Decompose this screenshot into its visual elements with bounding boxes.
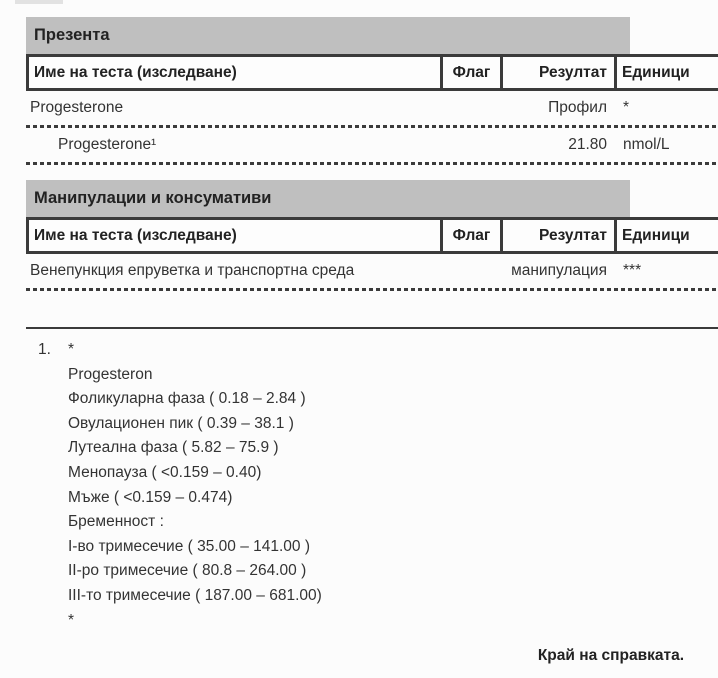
dashed-separator xyxy=(26,288,718,291)
test-result: Профил xyxy=(548,99,607,116)
table-row xyxy=(26,91,718,125)
footnote-line: Мъже ( <0.159 – 0.474) xyxy=(68,488,233,506)
table-row xyxy=(26,128,718,162)
dashed-separator xyxy=(26,162,718,165)
test-name: Progesterone xyxy=(30,99,124,116)
footnote-line: * xyxy=(68,611,75,629)
footnote-line: II-ро тримесечие ( 80.8 – 264.00 ) xyxy=(68,562,307,580)
end-of-report-text: Край на справката. xyxy=(537,647,684,665)
column-header-flag: Флаг xyxy=(443,57,503,88)
test-name: Венепункция епруветка и транспортна среда xyxy=(30,262,355,279)
column-header-test-name: Име на теста (изследване) xyxy=(29,57,443,88)
footnote-line: * xyxy=(68,341,75,358)
screen-edge-artifact xyxy=(15,0,63,4)
footnote-line: Лутеална фаза ( 5.82 – 75.9 ) xyxy=(68,439,279,457)
table-row xyxy=(26,254,718,288)
section-title: Манипулации и консумативи xyxy=(34,189,272,207)
section-header-manipulations xyxy=(26,180,630,217)
footnote-block xyxy=(38,338,718,633)
test-units: *** xyxy=(623,262,642,279)
column-header-units: Единици xyxy=(622,226,690,244)
column-header-units: Единици xyxy=(622,63,690,81)
footnote-number: 1. xyxy=(38,341,51,358)
test-result: 21.80 xyxy=(568,136,607,153)
section-header-presenta xyxy=(26,17,630,54)
footnote-lines xyxy=(68,338,322,633)
column-header-flag: Флаг xyxy=(443,220,503,251)
test-units: nmol/L xyxy=(623,136,670,153)
table-header-row xyxy=(26,54,718,91)
test-name: Progesterone¹ xyxy=(58,136,157,153)
footnote-line: Бременност : xyxy=(68,513,164,531)
table-header-row xyxy=(26,217,718,254)
footnote-line: Овулационен пик ( 0.39 – 38.1 ) xyxy=(68,414,294,432)
test-result: манипулация xyxy=(511,262,607,279)
column-header-result: Резултат xyxy=(503,57,617,88)
footnote-divider xyxy=(26,327,718,329)
footnote-line: III-то тримесечие ( 187.00 – 681.00) xyxy=(68,586,322,604)
column-header-test-name: Име на теста (изследване) xyxy=(29,220,443,251)
footnote-line: Фоликуларна фаза ( 0.18 – 2.84 ) xyxy=(68,390,306,408)
footnote-line: Progesteron xyxy=(68,365,153,383)
test-units: * xyxy=(623,99,630,116)
section-title: Презента xyxy=(34,26,110,44)
footnote-line: I-во тримесечие ( 35.00 – 141.00 ) xyxy=(68,537,310,555)
column-header-result: Резултат xyxy=(503,220,617,251)
footnote-line: Менопауза ( <0.159 – 0.40) xyxy=(68,463,262,481)
